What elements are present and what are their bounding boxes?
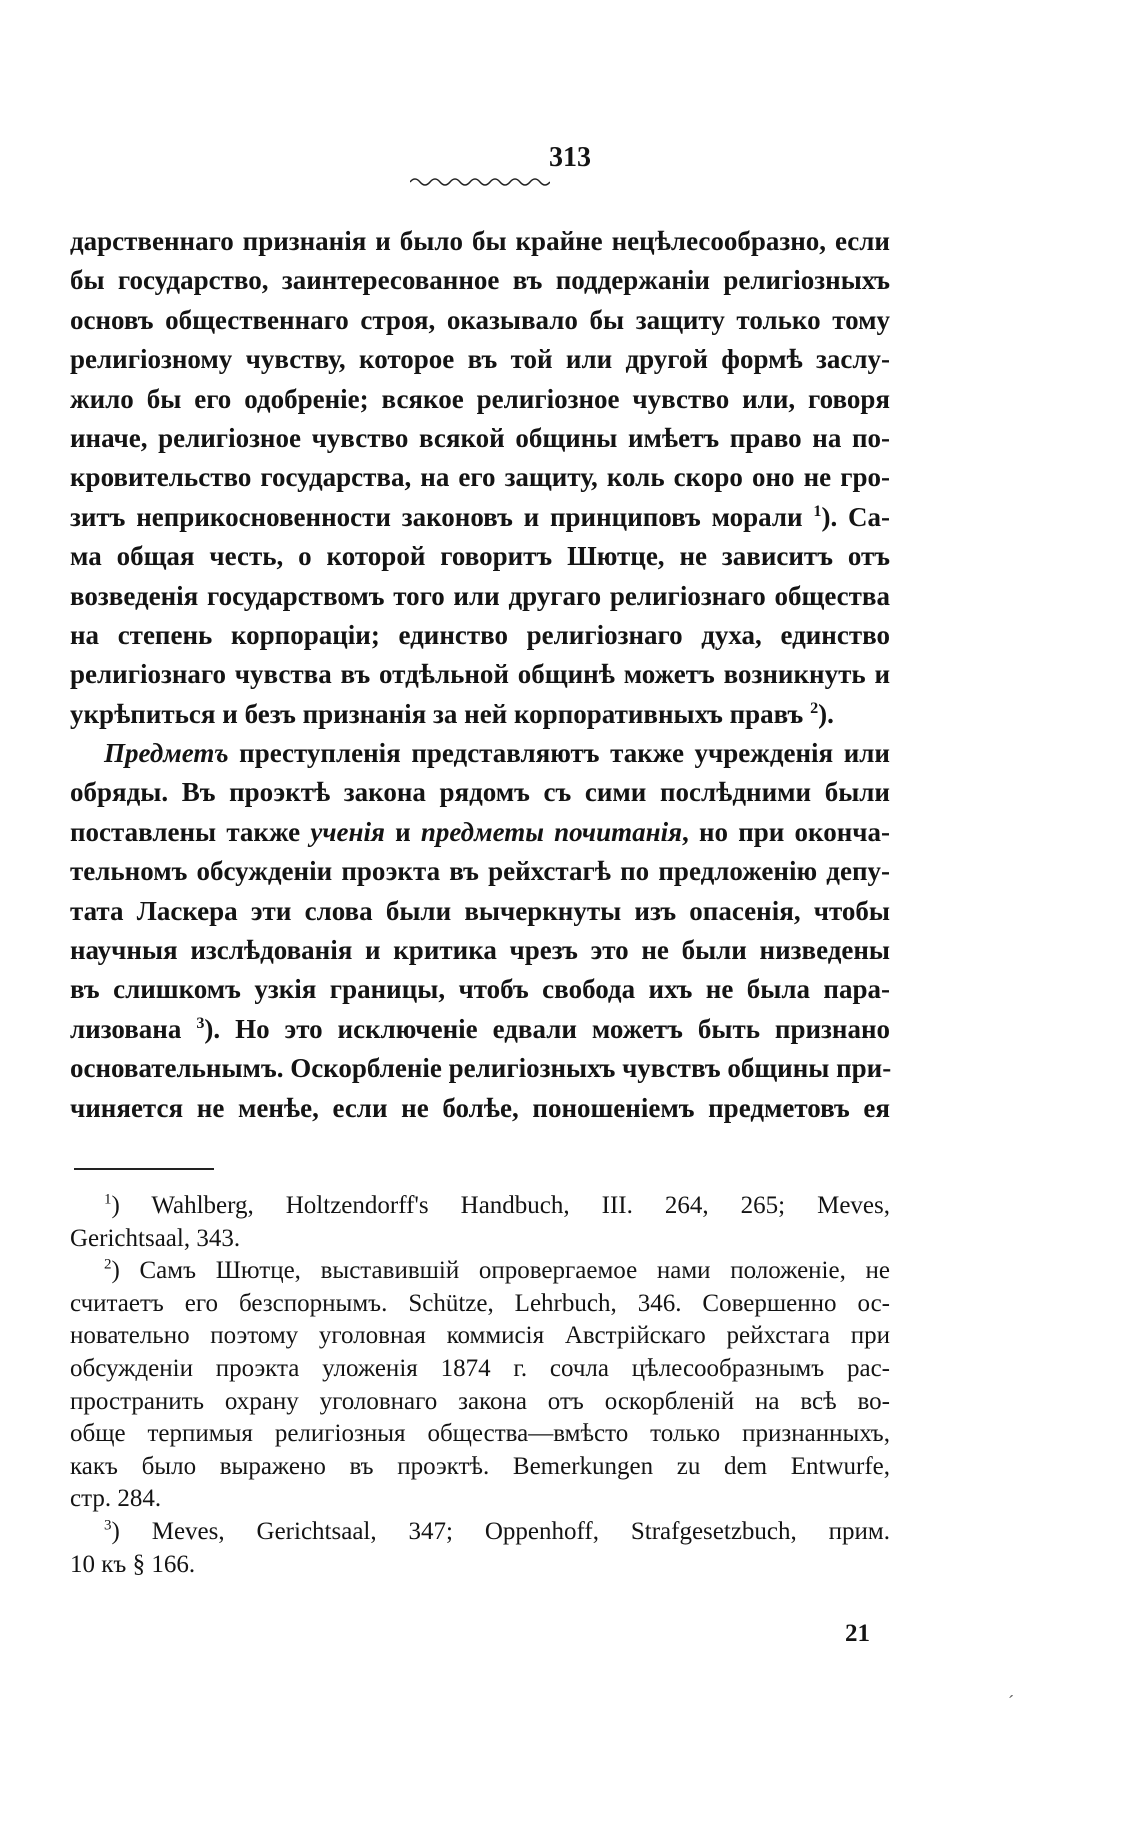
- footnote-line: обсужденіи проэкта уложенія 1874 г. сочла цѣлесообразнымъ рас-: [70, 1354, 890, 1382]
- text-line: возведенія государствомъ того или другаго религіознаго общества: [70, 580, 890, 611]
- text-segment: и: [384, 816, 421, 847]
- text-line: на степень корпораціи; единство религіознаго духа, единство: [70, 619, 890, 650]
- italic-term: ученія: [310, 816, 385, 847]
- stray-ink-mark: ˊ: [1008, 1692, 1014, 1712]
- footnotes: [70, 1190, 890, 1581]
- text-line: жило бы его одобреніе; всякое религіозное чувство или, говоря: [70, 383, 890, 414]
- text-line: [70, 813, 890, 852]
- text-line: тата Ласкера эти слова были вычеркнуты изъ опасенія, чтобы: [70, 895, 890, 926]
- text-line: основательнымъ. Оскорбленіе религіозныхъ чувствъ общины при-: [70, 1053, 892, 1084]
- text-segment: поставлены также: [70, 816, 311, 847]
- text-segment: зитъ неприкосновенности законовъ и принциповъ морали: [70, 501, 803, 532]
- text-segment: ) Meves, Gerichtsaal, 347; Oppenhoff, Strafgesetzbuch, прим.: [111, 1517, 890, 1545]
- footnote-separator: [74, 1168, 214, 1170]
- text-line: [70, 498, 890, 537]
- footnote-line: [70, 1516, 890, 1549]
- text-line: научныя изслѣдованія и критика чрезъ это не были низведены: [70, 935, 890, 966]
- ornamental-wavy-rule: [410, 176, 550, 188]
- footnote-line: [70, 1255, 890, 1288]
- text-segment: лизована: [70, 1013, 182, 1044]
- text-line: тельномъ обсужденіи проэкта въ рейхстагѣ по предложенію депу-: [70, 856, 890, 887]
- text-line: [70, 695, 890, 734]
- footnote-line: 10 къ § 166.: [70, 1550, 196, 1578]
- text-line: религіозному чувству, которое въ той или другой формѣ заслу-: [70, 344, 890, 375]
- italic-term: предметы почитанія: [420, 816, 683, 847]
- text-line: въ слишкомъ узкія границы, чтобъ свобода ихъ не была пара-: [70, 974, 890, 1005]
- text-segment: ). Са-: [821, 501, 890, 532]
- main-text: [70, 222, 890, 1128]
- footnote-marker: 2: [104, 1256, 112, 1273]
- page-number: 313: [549, 142, 591, 173]
- footnote-line: [70, 1190, 890, 1223]
- italic-term: Предметъ: [104, 738, 229, 769]
- printer-signature-mark: 21: [845, 1620, 870, 1647]
- text-line: кровительство государства, на его защиту, коль скоро оно не гро-: [70, 462, 890, 493]
- footnote-line: пространить охрану уголовнаго закона отъ оскорбленій на всѣ во-: [70, 1387, 890, 1415]
- text-line: [70, 1010, 890, 1049]
- footnote-marker: 1: [104, 1191, 112, 1208]
- footnote-line: обще терпимыя религіозныя общества—вмѣсто только признанныхъ,: [70, 1420, 890, 1448]
- footnote-marker: 3: [104, 1517, 112, 1534]
- footnote-line: стр. 284.: [70, 1485, 162, 1513]
- text-segment: преступленія представляютъ также учрежденія или: [228, 738, 890, 769]
- text-segment: ) Самъ Шютце, выставившій опровергаемое нами положеніе, не: [111, 1257, 890, 1285]
- text-line: [70, 734, 890, 773]
- text-line: чиняется не менѣе, если не болѣе, поношеніемъ предметовъ ея: [70, 1092, 890, 1123]
- text-segment: ).: [818, 698, 834, 729]
- text-line: иначе, религіозное чувство всякой общины имѣетъ право на по-: [70, 422, 890, 453]
- footnote-ref: 2: [810, 698, 819, 717]
- text-segment: ) Wahlberg, Holtzendorff's Handbuch, III. 264, 265; Meves,: [111, 1192, 890, 1219]
- text-segment: укрѣпиться и безъ признанія за ней корпоративныхъ правъ: [70, 698, 804, 729]
- text-line: дарственнаго признанія и было бы крайне нецѣлесообразно, если: [70, 226, 890, 256]
- text-segment: , но при оконча-: [682, 816, 890, 847]
- text-segment: ). Но это исключеніе едвали можетъ быть признано: [204, 1013, 891, 1044]
- text-line: обряды. Въ проэктѣ закона рядомъ съ сими послѣдними были: [70, 777, 890, 808]
- text-line: ма общая честь, о которой говоритъ Шютце, не зависитъ отъ: [70, 541, 890, 572]
- footnote-line: Gerichtsaal, 343.: [70, 1224, 241, 1252]
- footnote-ref: 3: [196, 1013, 205, 1032]
- footnote-line: новательно поэтому уголовная коммисія Австрійскаго рейхстага при: [70, 1322, 890, 1350]
- footnote-line: какъ было выражено въ проэктѣ. Bemerkungen zu dem Entwurfe,: [70, 1452, 890, 1480]
- text-line: бы государство, заинтересованное въ поддержаніи религіозныхъ: [70, 265, 890, 296]
- footnote-ref: 1: [813, 501, 822, 520]
- footnote-line: считаетъ его безспорнымъ. Schütze, Lehrbuch, 346. Совершенно ос-: [70, 1289, 890, 1317]
- text-line: религіознаго чувства въ отдѣльной общинѣ можетъ возникнуть и: [70, 659, 890, 690]
- text-line: основъ общественнаго строя, оказывало бы защиту только тому: [70, 304, 890, 335]
